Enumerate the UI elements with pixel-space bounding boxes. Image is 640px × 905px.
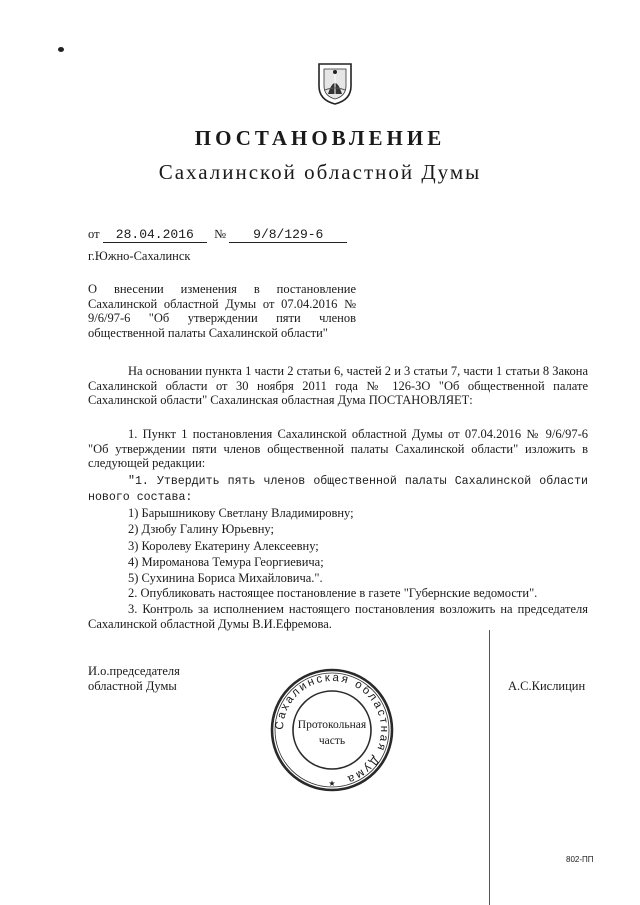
signature-divider xyxy=(489,630,490,905)
list-item: 4) Мироманова Темура Георгиевича; xyxy=(128,554,324,569)
stamp-ring-text: Сахалинская областная Дума xyxy=(273,671,391,786)
number-value: 9/8/129-6 xyxy=(229,228,347,243)
document-subject: О внесении изменения в постановление Сахалинской областной Думы от 07.04.2016 № 9/6/97-6 "Об утверждении пяти членов общественной палаты Сахалинской области" xyxy=(88,282,356,341)
signatory-position xyxy=(88,664,180,694)
margin-dot xyxy=(58,47,64,52)
coat-of-arms-icon xyxy=(315,60,355,106)
number-label: № xyxy=(214,227,226,241)
list-item: 5) Сухинина Бориса Михайловича.". xyxy=(128,571,323,586)
star-icon: ★ xyxy=(328,779,336,788)
city: г.Южно-Сахалинск xyxy=(88,249,191,263)
point-1: 1. Пункт 1 постановления Сахалинской областной Думы от 07.04.2016 № 9/6/97-6 "Об утверждении пяти членов общественной палаты Сахалинской области" изложить в следующей редакции: xyxy=(88,427,588,471)
form-code: 802-ПП xyxy=(566,855,594,864)
point-3: 3. Контроль за исполнением настоящего постановления возложить на председателя Сахалинской областной Думы В.И.Ефремова. xyxy=(88,602,588,631)
document-subtitle: Сахалинской областной Думы xyxy=(158,160,482,184)
signatory-name: А.С.Кислицин xyxy=(508,679,586,693)
stamp-center-line-2: часть xyxy=(318,735,346,747)
date-number-line xyxy=(88,226,347,243)
quote-intro: "1. Утвердить пять членов общественной палаты Сахалинской области нового состава: xyxy=(88,475,588,504)
list-item: 2) Дзюбу Галину Юрьевну; xyxy=(128,522,274,537)
preamble-paragraph: На основании пункта 1 части 2 статьи 6, частей 2 и 3 статьи 7, части 1 статьи 8 Закона Сахалинской области от 30 ноября 2011 года № 126-ЗО "Об общественной палате Сахалинской области" Сахалинская областная Дума ПОСТАНОВЛЯЕТ: xyxy=(88,364,588,408)
list-item: 3) Королеву Екатерину Алексеевну; xyxy=(128,538,319,553)
date-value: 28.04.2016 xyxy=(103,228,207,243)
list-item: 1) Барышникову Светлану Владимировну; xyxy=(128,506,354,520)
members-list xyxy=(88,505,588,586)
point-2: 2. Опубликовать настоящее постановление в газете "Губернские ведомости". xyxy=(128,586,538,600)
stamp-center-line-1: Протокольная xyxy=(297,719,367,731)
document-title: ПОСТАНОВЛЕНИЕ xyxy=(194,126,446,150)
date-label: от xyxy=(88,227,100,241)
official-stamp xyxy=(270,668,394,792)
position-line-2: областной Думы xyxy=(88,679,177,693)
position-line-1: И.о.председателя xyxy=(88,664,180,678)
